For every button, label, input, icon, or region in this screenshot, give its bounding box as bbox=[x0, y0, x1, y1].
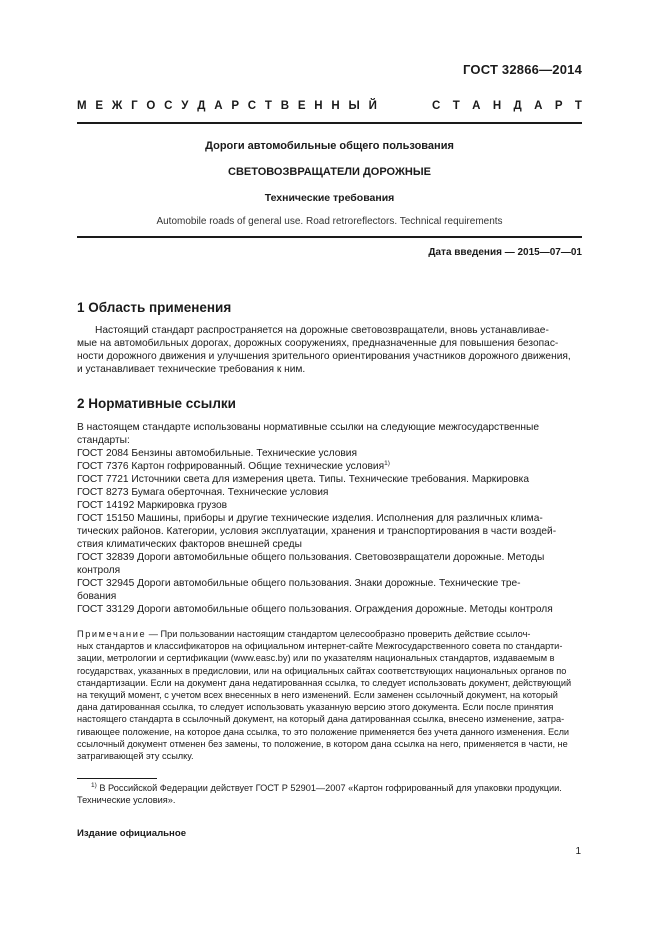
banner-letter: Н bbox=[331, 100, 340, 112]
text-line: и устанавливает технические требования к ним. bbox=[77, 364, 306, 375]
banner-letter: Е bbox=[95, 100, 104, 112]
section1-heading: 1 Область применения bbox=[77, 300, 232, 315]
footnote-text: В Российской Федерации действует ГОСТ Р 52901—2007 «Картон гофрированный для упаковки продукции. bbox=[96, 783, 562, 793]
banner-letter: У bbox=[181, 100, 189, 112]
note-block bbox=[77, 628, 582, 762]
note-line: дана датированная ссылка, то следует использовать указанную версию этого документа. Если после принятия bbox=[77, 702, 554, 713]
note-text: — При пользовании настоящим стандартом целесообразно проверить действие ссылоч- bbox=[146, 629, 531, 639]
introduction-date: Дата введения — 2015—07—01 bbox=[428, 247, 582, 258]
ref-line: бования bbox=[77, 591, 117, 602]
interstate-word bbox=[77, 100, 377, 112]
ref-line: ГОСТ 32839 Дороги автомобильные общего пользования. Световозвращатели дорожные. Методы bbox=[77, 552, 545, 563]
note-first-line bbox=[77, 628, 582, 640]
note-label: Примечание bbox=[77, 629, 147, 639]
text-line: Настоящий стандарт распространяется на дорожные световозвращатели, вновь устанавливае- bbox=[95, 325, 549, 336]
title-english: Automobile roads of general use. Road retroreflectors. Technical requirements bbox=[156, 216, 503, 227]
footnote-marker: 1) bbox=[384, 460, 390, 467]
note-line: ссылочный документ отменен без замены, то положение, в котором дана ссылка на него, применяется в части, не bbox=[77, 738, 568, 749]
ref-line-with-footnote bbox=[77, 460, 582, 473]
banner-letter: Т bbox=[452, 100, 460, 112]
header-rule bbox=[77, 122, 582, 124]
banner-letter: О bbox=[146, 100, 156, 112]
footnote-mark: 1) bbox=[91, 782, 97, 789]
banner-letter: Ж bbox=[111, 100, 123, 112]
banner-letter: С bbox=[432, 100, 441, 112]
standard-word bbox=[432, 100, 582, 112]
banner-letter: Д bbox=[197, 100, 206, 112]
banner-letter: Д bbox=[513, 100, 522, 112]
section2-body bbox=[77, 421, 582, 616]
banner-letter: В bbox=[280, 100, 290, 112]
title-rule bbox=[77, 236, 582, 238]
banner-letter: С bbox=[164, 100, 173, 112]
banner-letter: Г bbox=[131, 100, 138, 112]
official-edition-label: Издание официальное bbox=[77, 828, 187, 839]
footnote-line bbox=[77, 782, 582, 794]
ref-line: ГОСТ 7721 Источники света для измерения цвета. Типы. Технические требования. Маркировка bbox=[77, 474, 530, 485]
banner-letter: Н bbox=[492, 100, 502, 112]
banner-letter: С bbox=[247, 100, 257, 112]
title-line1: Дороги автомобильные общего пользования bbox=[205, 140, 454, 152]
banner-letter: Р bbox=[554, 100, 563, 112]
banner-letter: А bbox=[534, 100, 543, 112]
ref-line: ГОСТ 8273 Бумага оберточная. Технические условия bbox=[77, 487, 329, 498]
page-number: 1 bbox=[575, 846, 581, 857]
footnote bbox=[77, 782, 582, 806]
ref-line: ГОСТ 14192 Маркировка грузов bbox=[77, 500, 228, 511]
note-line: государствах, указанных в предисловии, или на официальных сайтах соответствующих национальных органов по bbox=[77, 665, 567, 676]
ref-line: контроля bbox=[77, 565, 121, 576]
note-line: гивающее положение, на которое дана ссылка, то это положение применяется без учета данного изменения. Если bbox=[77, 726, 570, 737]
ref-line: тических районов. Категории, условия эксплуатации, хранения и транспортирования в части воздей- bbox=[77, 526, 557, 537]
banner-letter: Ы bbox=[348, 100, 360, 112]
banner-letter: Н bbox=[314, 100, 323, 112]
note-line: стандартизации. Если на документ дана недатированная ссылка, то следует использовать документ, действующий bbox=[77, 677, 572, 688]
note-line: ных стандартов и классификаторов на официальном интернет-сайте Межгосударственного совета по стандарти- bbox=[77, 641, 563, 652]
title-line2: СВЕТОВОЗВРАЩАТЕЛИ ДОРОЖНЫЕ bbox=[228, 166, 431, 178]
text-line: стандарты: bbox=[77, 435, 130, 446]
banner-letter: Т bbox=[264, 100, 272, 112]
note-line: затрагивающей эту ссылку. bbox=[77, 751, 194, 762]
section1-body bbox=[77, 324, 582, 376]
note-line: на текущий момент, с учетом всех внесенных в него изменений. Если заменен ссылочный документ, на который bbox=[77, 690, 558, 701]
note-line: зации, метрологии и сертификации (www.easc.by) или по указателям национальных стандартов, издаваемым в bbox=[77, 653, 555, 664]
footnote-line: Технические условия». bbox=[77, 795, 176, 806]
text-line: В настоящем стандарте использованы нормативные ссылки на следующие межгосударственные bbox=[77, 422, 540, 433]
text-line: ности дорожного движения и улучшения зрительного ориентирования участников дорожного движения, bbox=[77, 351, 571, 362]
banner-letter: А bbox=[214, 100, 223, 112]
title-line3: Технические требования bbox=[264, 192, 395, 204]
section2-heading: 2 Нормативные ссылки bbox=[77, 396, 236, 411]
note-line: настоящего стандарта в ссылочный документ, на который дана датированная ссылка, внесено изменение, затра- bbox=[77, 714, 565, 725]
ref-line: ГОСТ 32945 Дороги автомобильные общего пользования. Знаки дорожные. Технические тре- bbox=[77, 578, 521, 589]
ref-line: ГОСТ 15150 Машины, приборы и другие технические изделия. Исполнения для различных клима- bbox=[77, 513, 543, 524]
ref-text: ГОСТ 7376 Картон гофрированный. Общие технические условия bbox=[77, 461, 385, 472]
interstate-standard-banner bbox=[77, 100, 582, 112]
ref-line: ствия климатических факторов внешней среды bbox=[77, 539, 302, 550]
banner-letter: А bbox=[472, 100, 481, 112]
ref-line: ГОСТ 2084 Бензины автомобильные. Технические условия bbox=[77, 448, 357, 459]
banner-letter: М bbox=[77, 100, 87, 112]
banner-letter: Й bbox=[368, 100, 377, 112]
text-line: мые на автомобильных дорогах, дорожных сооружениях, предназначенные для повышения безопас- bbox=[77, 338, 559, 349]
document-code: ГОСТ 32866—2014 bbox=[463, 62, 582, 77]
footnote-rule bbox=[77, 778, 157, 779]
banner-letter: Р bbox=[231, 100, 239, 112]
banner-letter: Т bbox=[574, 100, 582, 112]
ref-line: ГОСТ 33129 Дороги автомобильные общего пользования. Ограждения дорожные. Методы контроля bbox=[77, 604, 553, 615]
banner-letter: Е bbox=[297, 100, 306, 112]
